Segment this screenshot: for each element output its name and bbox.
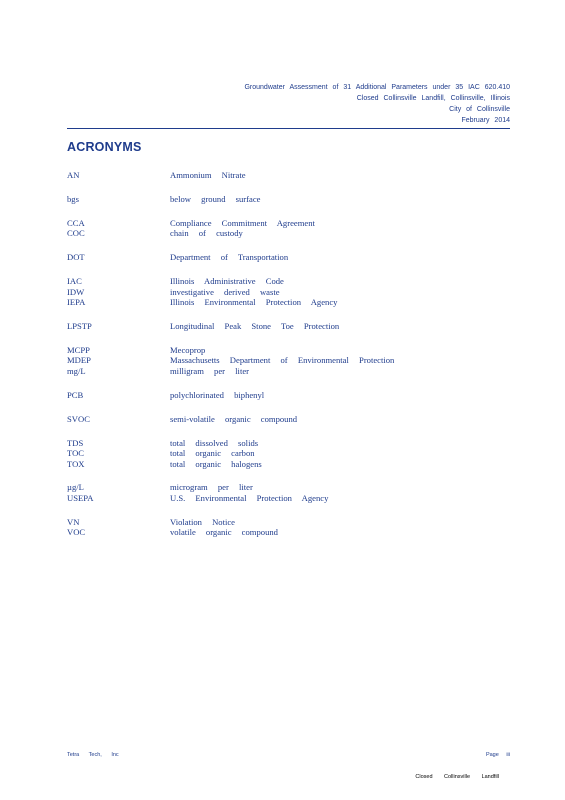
acronym-definition: Department of Transportation — [170, 252, 289, 263]
acronym-definition: volatile organic compound — [170, 527, 278, 538]
acronym-abbreviation: PCB — [67, 389, 84, 400]
acronym-row — [67, 170, 507, 181]
acronym-abbreviation: TOC — [67, 448, 85, 459]
acronym-abbreviation: bgs — [67, 193, 79, 204]
acronym-abbreviation: MCPP — [67, 344, 90, 355]
acronym-abbreviation: mg/L — [67, 365, 86, 376]
header-line-client: City of Collinsville — [449, 106, 510, 113]
acronym-list — [67, 170, 507, 551]
acronym-definition: Illinois Administrative Code — [170, 276, 284, 287]
acronym-abbreviation: VOC — [67, 527, 86, 538]
acronym-row — [67, 527, 507, 538]
acronym-definition: Compliance Commitment Agreement — [170, 217, 315, 228]
acronym-row — [67, 482, 507, 493]
acronym-row — [67, 438, 507, 449]
acronym-definition: U.S. Environmental Protection Agency — [170, 492, 329, 503]
acronym-definition: below ground surface — [170, 193, 261, 204]
acronym-abbreviation: µg/L — [67, 482, 84, 493]
acronym-row — [67, 366, 507, 377]
acronym-row — [67, 218, 507, 229]
acronym-abbreviation: CCA — [67, 217, 85, 228]
acronym-row — [67, 297, 507, 308]
acronym-abbreviation: USEPA — [67, 492, 94, 503]
acronym-row — [67, 276, 507, 287]
acronym-row — [67, 448, 507, 459]
header-line-date: February 2014 — [461, 117, 510, 124]
acronym-definition: investigative derived waste — [170, 286, 280, 297]
footer-page-number: Page iii — [485, 752, 510, 758]
acronym-group — [67, 321, 507, 332]
acronym-row — [67, 287, 507, 298]
acronym-row — [67, 390, 507, 401]
acronym-definition: Longitudinal Peak Stone Toe Protection — [170, 320, 340, 331]
acronym-definition: Mecoprop — [170, 344, 206, 355]
acronym-definition: milligram per liter — [170, 365, 250, 376]
acronym-definition: total organic carbon — [170, 448, 255, 459]
acronym-row — [67, 252, 507, 263]
acronym-definition: microgram per liter — [170, 482, 253, 493]
acronym-group — [67, 170, 507, 181]
acronym-group — [67, 517, 507, 538]
acronym-definition: chain of custody — [170, 228, 243, 239]
header-line-site: Closed Collinsville Landfill, Collinsville, Illinois — [356, 95, 510, 102]
page-title: ACRONYMS — [67, 140, 142, 154]
acronym-definition: total organic halogens — [170, 458, 262, 469]
acronym-row — [67, 228, 507, 239]
acronym-abbreviation: SVOC — [67, 413, 90, 424]
acronym-definition: Massachusetts Department of Environmental Protection — [170, 355, 395, 366]
acronym-row — [67, 459, 507, 470]
acronym-row — [67, 517, 507, 528]
acronym-abbreviation: COC — [67, 228, 85, 239]
acronym-row — [67, 414, 507, 425]
document-header — [244, 82, 510, 126]
acronym-group — [67, 276, 507, 308]
acronym-group — [67, 438, 507, 470]
acronym-row — [67, 321, 507, 332]
acronym-abbreviation: TOX — [67, 458, 85, 469]
footer-site-name: Closed Collinsville Landfill — [415, 774, 499, 780]
acronym-row — [67, 493, 507, 504]
acronym-group — [67, 390, 507, 401]
header-divider — [67, 128, 510, 129]
acronym-group — [67, 194, 507, 205]
footer-company: Tetra Tech, Inc — [67, 752, 119, 758]
acronym-row — [67, 355, 507, 366]
acronym-group — [67, 345, 507, 377]
acronym-abbreviation: LPSTP — [67, 320, 92, 331]
acronym-definition: semi-volatile organic compound — [170, 413, 298, 424]
acronym-definition: Ammonium Nitrate — [170, 170, 246, 180]
acronym-row — [67, 345, 507, 356]
acronym-abbreviation: IEPA — [67, 297, 86, 308]
acronym-abbreviation: IAC — [67, 276, 82, 287]
acronym-abbreviation: VN — [67, 516, 80, 527]
acronym-abbreviation: IDW — [67, 286, 85, 297]
acronym-definition: total dissolved solids — [170, 437, 259, 448]
acronym-group — [67, 482, 507, 503]
acronym-abbreviation: TDS — [67, 437, 84, 448]
acronym-group — [67, 414, 507, 425]
header-line-title: Groundwater Assessment of 31 Additional Parameters under 35 IAC 620.410 — [244, 84, 510, 91]
acronym-abbreviation: DOT — [67, 252, 85, 263]
acronym-definition: Violation Notice — [170, 516, 236, 527]
acronym-abbreviation: AN — [67, 170, 80, 180]
acronym-row — [67, 194, 507, 205]
acronym-abbreviation: MDEP — [67, 355, 91, 366]
acronym-definition: Illinois Environmental Protection Agency — [170, 297, 338, 308]
acronym-group — [67, 252, 507, 263]
acronym-definition: polychlorinated biphenyl — [170, 389, 265, 400]
acronym-group — [67, 218, 507, 239]
